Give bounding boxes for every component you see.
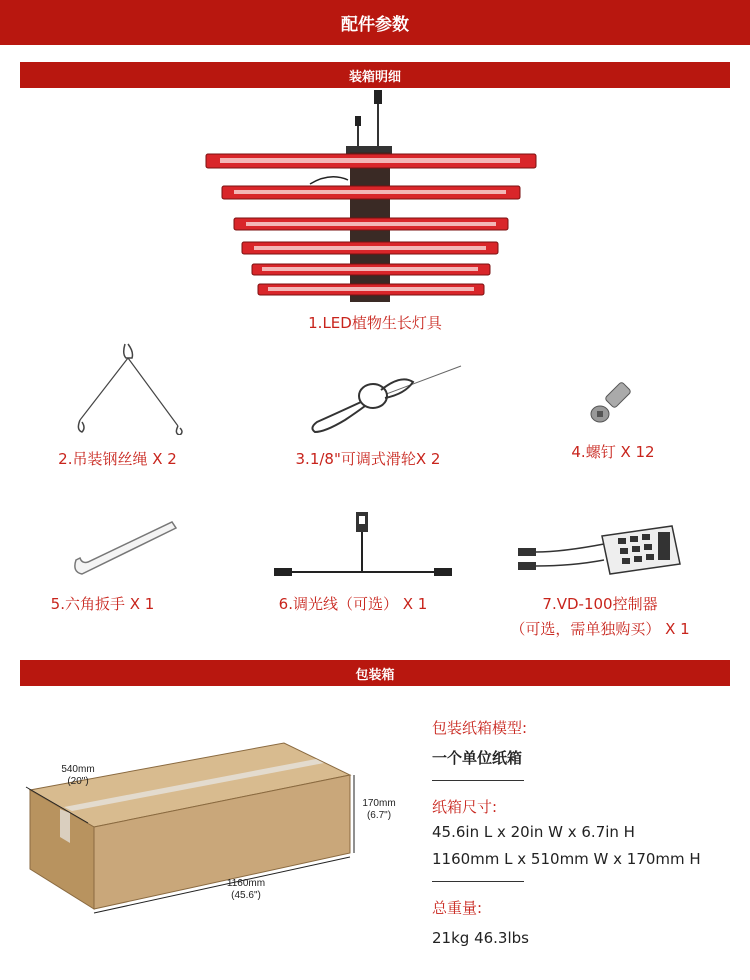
section-box: 包装箱 — [20, 660, 730, 686]
controller-icon — [512, 522, 687, 584]
item-6-label: 6.调光线（可选） X 1 — [278, 595, 428, 613]
spec-weight-head: 总重量: — [432, 899, 483, 917]
screw-icon — [588, 382, 638, 427]
dim-length: 1160mm (45.6") — [226, 878, 266, 901]
item-7-label-line2: （可选，需单独购买） X 1 — [510, 620, 690, 638]
section-packing-list: 装箱明细 — [20, 62, 730, 88]
shipping-box-icon — [24, 735, 364, 915]
divider — [432, 881, 524, 882]
hex-wrench-icon — [68, 518, 183, 580]
led-fixture-icon — [200, 88, 540, 308]
spec-model-val: 一个单位纸箱 — [432, 749, 523, 767]
item-7-label: 7.VD-100控制器 — [542, 595, 658, 613]
page-title: 配件参数 — [0, 0, 750, 45]
spec-size-metric: 1160mm L x 510mm W x 170mm H — [432, 850, 701, 868]
dim-depth: 540mm (20") — [61, 764, 95, 787]
spec-size-imperial: 45.6in L x 20in W x 6.7in H — [432, 823, 635, 841]
rope-ratchet-icon — [305, 362, 465, 437]
steel-hanger-icon — [70, 340, 190, 435]
item-2-label: 2.吊装钢丝绳 X 2 — [58, 450, 177, 468]
item-5-label: 5.六角扳手 X 1 — [50, 595, 155, 613]
item-4-label: 4.螺钉 X 12 — [571, 443, 655, 461]
item-1-label: 1.LED植物生长灯具 — [308, 314, 442, 332]
dimming-cable-icon — [268, 510, 458, 580]
dim-height: 170mm (6.7") — [362, 798, 396, 821]
spec-size-head: 纸箱尺寸: — [432, 798, 498, 816]
item-3-label: 3.1/8"可调式滑轮X 2 — [295, 450, 441, 468]
spec-model-head: 包装纸箱模型: — [432, 719, 528, 737]
spec-weight-val: 21kg 46.3lbs — [432, 929, 529, 947]
divider — [432, 780, 524, 781]
